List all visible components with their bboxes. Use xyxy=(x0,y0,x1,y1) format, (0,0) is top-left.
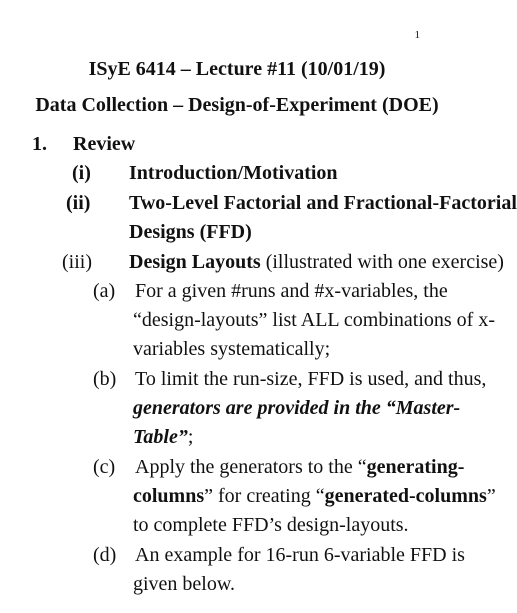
section-number: 1. xyxy=(32,133,47,155)
sub-d-line2: given below. xyxy=(133,573,236,595)
lecture-title: ISyE 6414 – Lecture #11 (10/01/19) xyxy=(88,58,386,80)
sub-d-line1: An example for 16-run 6-variable FFD is xyxy=(135,544,465,566)
sub-a-line3: variables systematically; xyxy=(133,338,331,360)
sub-a-line2: “design-layouts” list ALL combinations of x- xyxy=(133,309,495,331)
sub-a-line1: For a given #runs and #x-variables, the xyxy=(135,280,448,302)
sub-b-line1: To limit the run-size, FFD is used, and thus, xyxy=(135,368,487,390)
sub-d-number: (d) xyxy=(93,544,117,566)
sub-b-line3: Table”; xyxy=(133,426,194,448)
sub-a-number: (a) xyxy=(93,280,116,302)
item-i-text: Introduction/Motivation xyxy=(129,162,338,184)
page-number: 1 xyxy=(414,29,420,41)
sub-c-line3: to complete FFD’s design-layouts. xyxy=(133,514,409,536)
sub-c-line1: Apply the generators to the “generating- xyxy=(135,456,465,478)
item-ii-number: (ii) xyxy=(66,192,91,214)
item-ii-line2: Designs (FFD) xyxy=(129,221,252,243)
item-iii-number: (iii) xyxy=(62,251,92,273)
item-i-number: (i) xyxy=(72,162,91,184)
sub-c-number: (c) xyxy=(93,456,116,478)
sub-c-line2: columns” for creating “generated-columns” xyxy=(133,485,496,507)
sub-b-line2: generators are provided in the “Master- xyxy=(133,397,461,419)
item-ii-line1: Two-Level Factorial and Fractional-Factorial xyxy=(129,192,517,214)
section-title: Review xyxy=(73,133,136,155)
item-iii-text: Design Layouts (illustrated with one exercise) xyxy=(129,251,504,273)
sub-b-number: (b) xyxy=(93,368,117,390)
lecture-subtitle: Data Collection – Design-of-Experiment (DOE) xyxy=(35,94,439,116)
